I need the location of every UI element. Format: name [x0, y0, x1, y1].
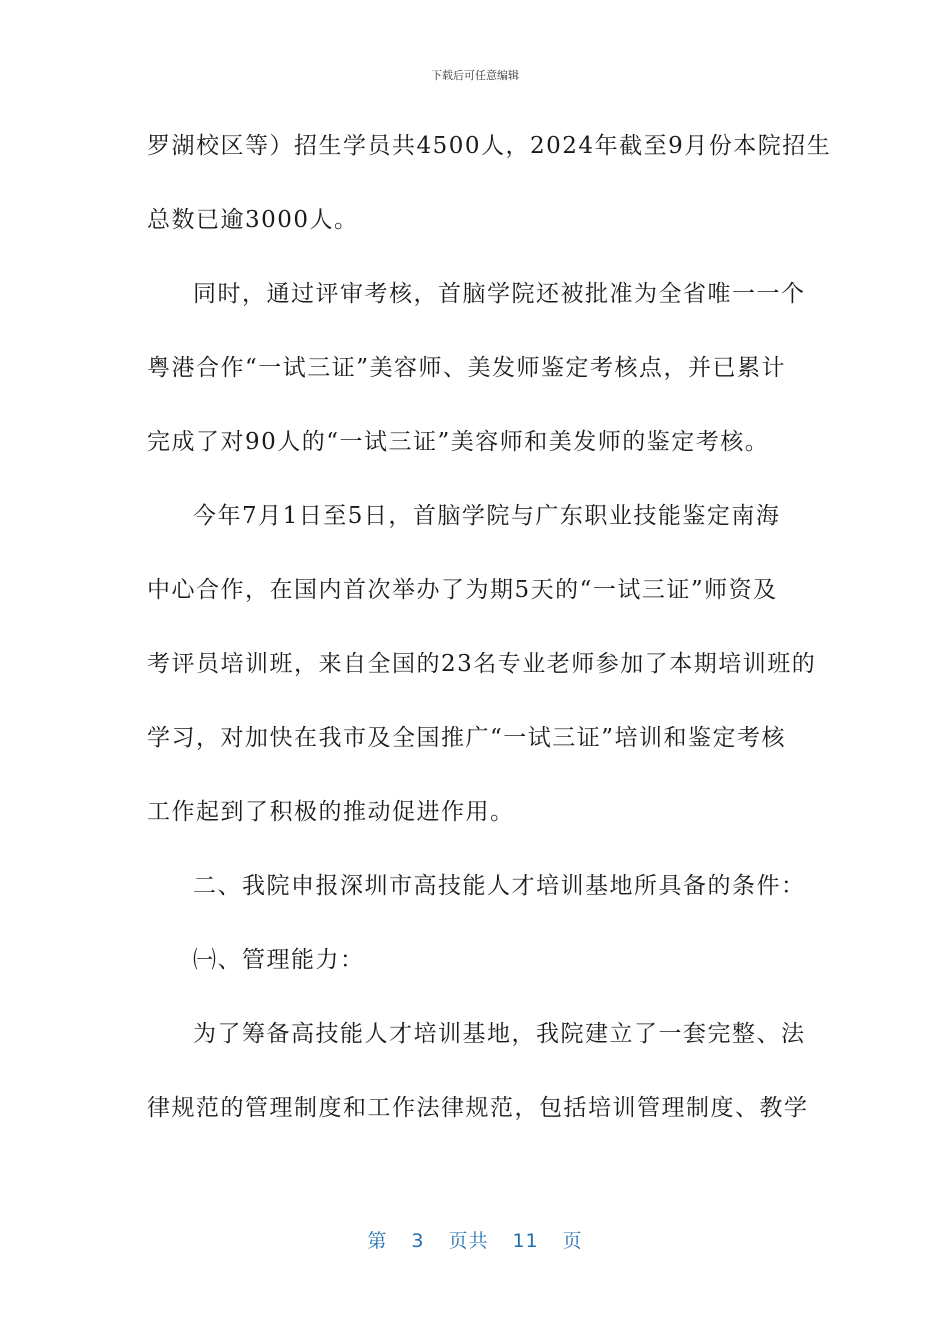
- document-body: [147, 128, 832, 1164]
- header-note: 下载后可任意编辑: [431, 69, 519, 82]
- page-number-total: 11: [512, 1230, 539, 1252]
- paragraph-line: 为了筹备高技能人才培训基地，我院建立了一套完整、法: [193, 1021, 806, 1047]
- paragraph-line: 罗湖校区等）招生学员共4500人，2024年截至9月份本院招生: [147, 133, 832, 159]
- page-footer-middle: 页共: [448, 1230, 489, 1252]
- paragraph-line: 总数已逾3000人。: [147, 207, 359, 233]
- paragraph-line: 律规范的管理制度和工作法律规范，包括培训管理制度、教学: [147, 1095, 809, 1121]
- page-number-current: 3: [411, 1230, 425, 1252]
- section-heading: 二、我院申报深圳市高技能人才培训基地所具备的条件：: [193, 873, 806, 899]
- paragraph-line: 同时，通过评审考核，首脑学院还被批准为全省唯一一个: [193, 281, 806, 307]
- paragraph-line: 学习，对加快在我市及全国推广“一试三证”培训和鉴定考核: [147, 725, 787, 751]
- paragraph-line: 中心合作，在国内首次举办了为期5天的“一试三证”师资及: [147, 577, 778, 603]
- paragraph-line: 粤港合作“一试三证”美容师、美发师鉴定考核点，并已累计: [147, 355, 787, 381]
- paragraph-line: 工作起到了积极的推动促进作用。: [147, 799, 515, 825]
- paragraph-line: 完成了对90人的“一试三证”美容师和美发师的鉴定考核。: [147, 429, 770, 455]
- paragraph-line: 考评员培训班，来自全国的23名专业老师参加了本期培训班的: [147, 651, 817, 677]
- subsection-heading: ㈠、管理能力：: [193, 947, 365, 973]
- paragraph-line: 今年7月1日至5日，首脑学院与广东职业技能鉴定南海: [193, 503, 781, 529]
- page-footer-prefix: 第: [367, 1230, 388, 1252]
- page-footer-suffix: 页: [562, 1230, 583, 1252]
- page-footer: [0, 1226, 950, 1253]
